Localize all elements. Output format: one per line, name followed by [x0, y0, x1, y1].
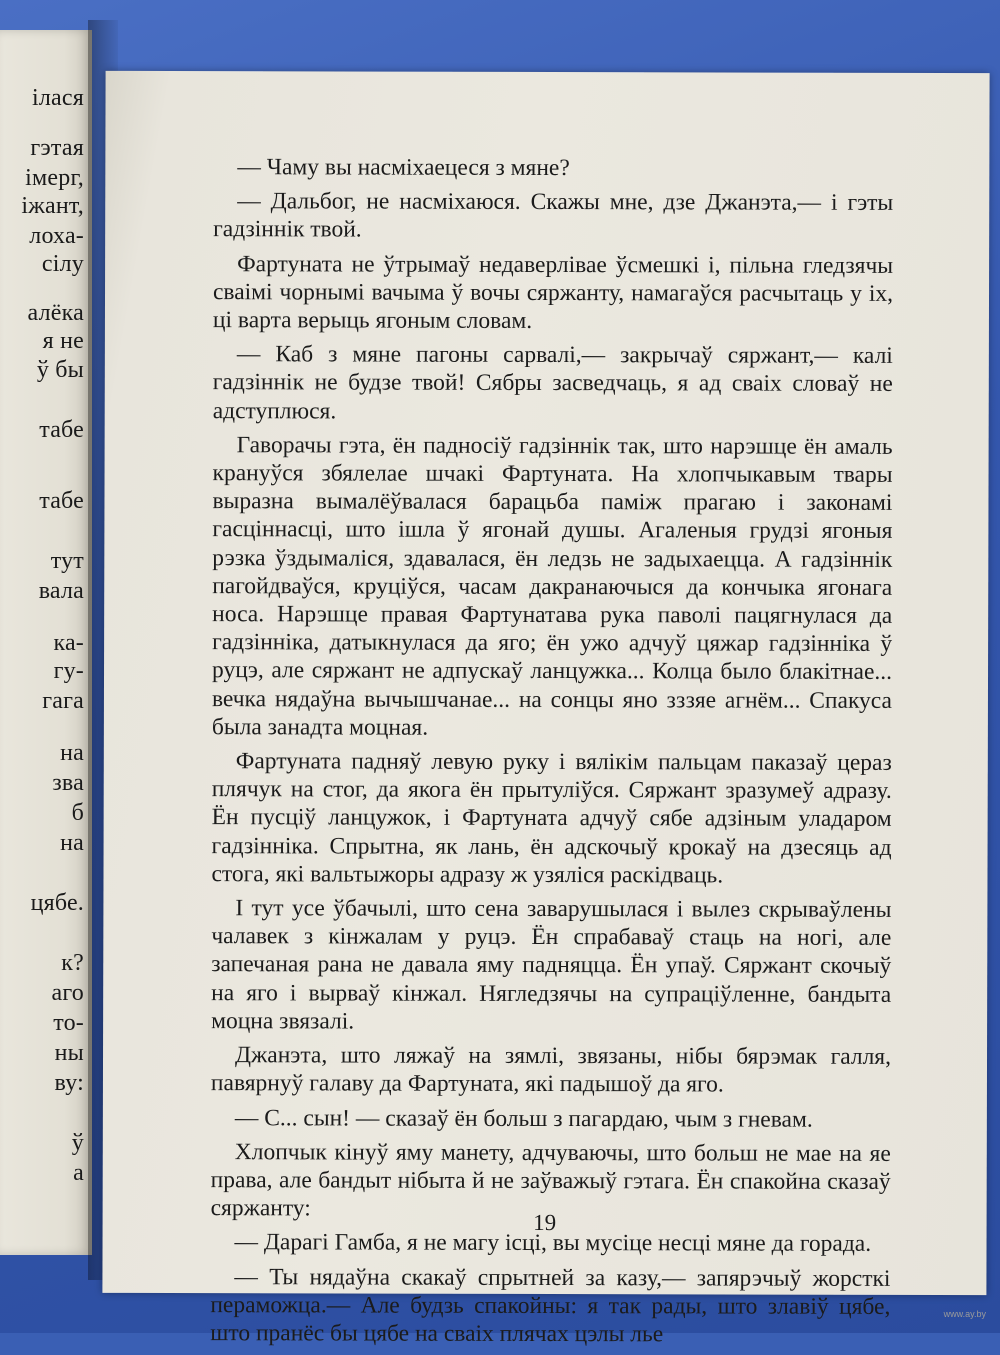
paragraph: — Ты нядаўна скакаў спрытней за казу,— запярэчыў жорсткі пераможца.— Але будзь спакойны: я так рады, што злавіў цябе, што пранёс бы цябе на сваіх плячах цэлы лье	[210, 1263, 891, 1348]
left-page-fragment: б	[71, 800, 84, 826]
left-page-fragment: сілу	[41, 251, 84, 277]
page-number: 19	[533, 1209, 557, 1236]
left-page-fragment: я не	[42, 328, 84, 354]
paragraph: Фартуната не ўтрымаў недаверлівае ўсмешкі і, пільна гледзячы сваімі чорнымі вачыма ў вочы сяржанту, намагаўся расчытаць у іх, ці варта верыць ягоным словам.	[212, 250, 894, 334]
paragraph: — С... сын! — сказаў ён больш з пагардаю, чым з гневам.	[234, 1104, 813, 1133]
left-page-fragment: імерг,	[25, 165, 84, 191]
left-page-fragment: к?	[61, 950, 84, 976]
paragraph: — Дарагі Гамба, я не магу ісці, вы мусіце несці мяне да горада.	[234, 1229, 872, 1258]
paragraph: Фартуната падняў левую руку і вялікім пальцам паказаў цераз плячук на стог, да якога ён прытуліўся. Сяржант зразумеў адразу. Ён пусціў ланцужок, і Фартуната адчуў сябе адзіным уладаром гадзінніка. Спрытна, як лань, ён адскочыў крокаў на дзесяць ад стога, які вальтыжоры адразу ж узяліся раскідваць.	[211, 748, 892, 889]
left-page-fragment: ны	[54, 1040, 84, 1066]
left-page-fragment: іжант,	[21, 193, 84, 219]
watermark: www.ay.by	[943, 1309, 986, 1319]
paragraph: — Дальбог, не насміхаюся. Скажы мне, дзе Джанэта,— і гэты гадзіннік твой.	[213, 188, 894, 243]
left-page-fragment: лоха-	[29, 223, 84, 249]
left-page	[0, 30, 92, 1255]
left-page-fragment: гага	[42, 688, 84, 714]
left-page-fragment: алёка	[27, 300, 84, 326]
left-page-fragment: аго	[51, 980, 84, 1006]
paragraph: Джанэта, што ляжаў на зямлі, звязаны, нібы бярэмак галля, павярнуў галаву да Фартуната, які падышоў да яго.	[210, 1042, 892, 1098]
left-page-fragment: тут	[50, 548, 84, 574]
left-page-fragment: а	[73, 1160, 84, 1186]
paragraph: — Чаму вы насміхаецеся з мяне?	[237, 154, 570, 182]
page-text	[210, 153, 893, 1355]
left-page-fragment: гу-	[53, 658, 84, 684]
left-page-fragment: ў	[71, 1130, 84, 1156]
left-page-fragment: цябе.	[30, 890, 84, 916]
left-page-fragment: зва	[52, 770, 84, 796]
left-page-fragment: гэтая	[30, 135, 84, 161]
left-page-fragment: то-	[53, 1010, 84, 1036]
paragraph: Хлопчык кінуў яму манету, адчуваючы, што больш не мае на яе права, але бандыт нібыта й не заўважыў гэтага. Ён спакойна сказаў сяржанту:	[210, 1138, 891, 1222]
left-page-fragment: ву:	[54, 1070, 84, 1096]
left-page-fragment: табе	[39, 417, 84, 443]
left-page-fragment: на	[60, 740, 84, 766]
left-page-fragment: на	[60, 830, 84, 856]
left-page-fragment: вала	[38, 578, 84, 604]
left-page-fragment: ў бы	[36, 357, 84, 383]
paragraph: — Каб з мяне пагоны сарвалі,— закрычаў сяржант,— калі гадзіннік не будзе твой! Сябры засведчаць, я ад сваіх словаў не адступлюся.	[212, 341, 893, 425]
paragraph: І тут усе ўбачылі, што сена заварушылася і вылез скрываўлены чалавек з кінжалам у руцэ. Ён спрабаваў стаць на ногі, але запечаная рана не давала яму падняцца. Ён упаў. Сяржант скочыў на яго і вырваў кінжал. Нягледзячы на супраціўленне, бандыта моцна звязалі.	[211, 895, 892, 1035]
left-page-fragment: ка-	[53, 630, 84, 656]
paragraph: Гаворачы гэта, ён падносіў гадзіннік так, што нарэшце ён амаль крануўся збялелае шчакі Фартуната. На хлопчыкавым твары выразна вымалёўвалася барацьба паміж прагаю і законамі гасціннасці, што ішла ў ягонай душы. Агаленыя грудзі ягоныя рэзка ўздымаліся, здавалася, ён ледзь не задыхаецца. А гадзіннік пагойдваўся, круціўся, часам дакранаючыся да кончыка ягонага носа. Нарэшце правая Фартунатава рука паволі пацягнулася да гадзінніка, датыкнулася да яго; ён ужо адчуў цяжар гадзінніка ў руцэ, але сяржант не адпускаў ланцужка... Колца было блакітнае... вечка нядаўна вычышчанае... на сонцы яно зззяе агнём... Спакуса была занадта моцная.	[211, 432, 893, 741]
left-page-fragment: табе	[39, 488, 84, 514]
left-page-fragment: ілася	[32, 85, 84, 111]
